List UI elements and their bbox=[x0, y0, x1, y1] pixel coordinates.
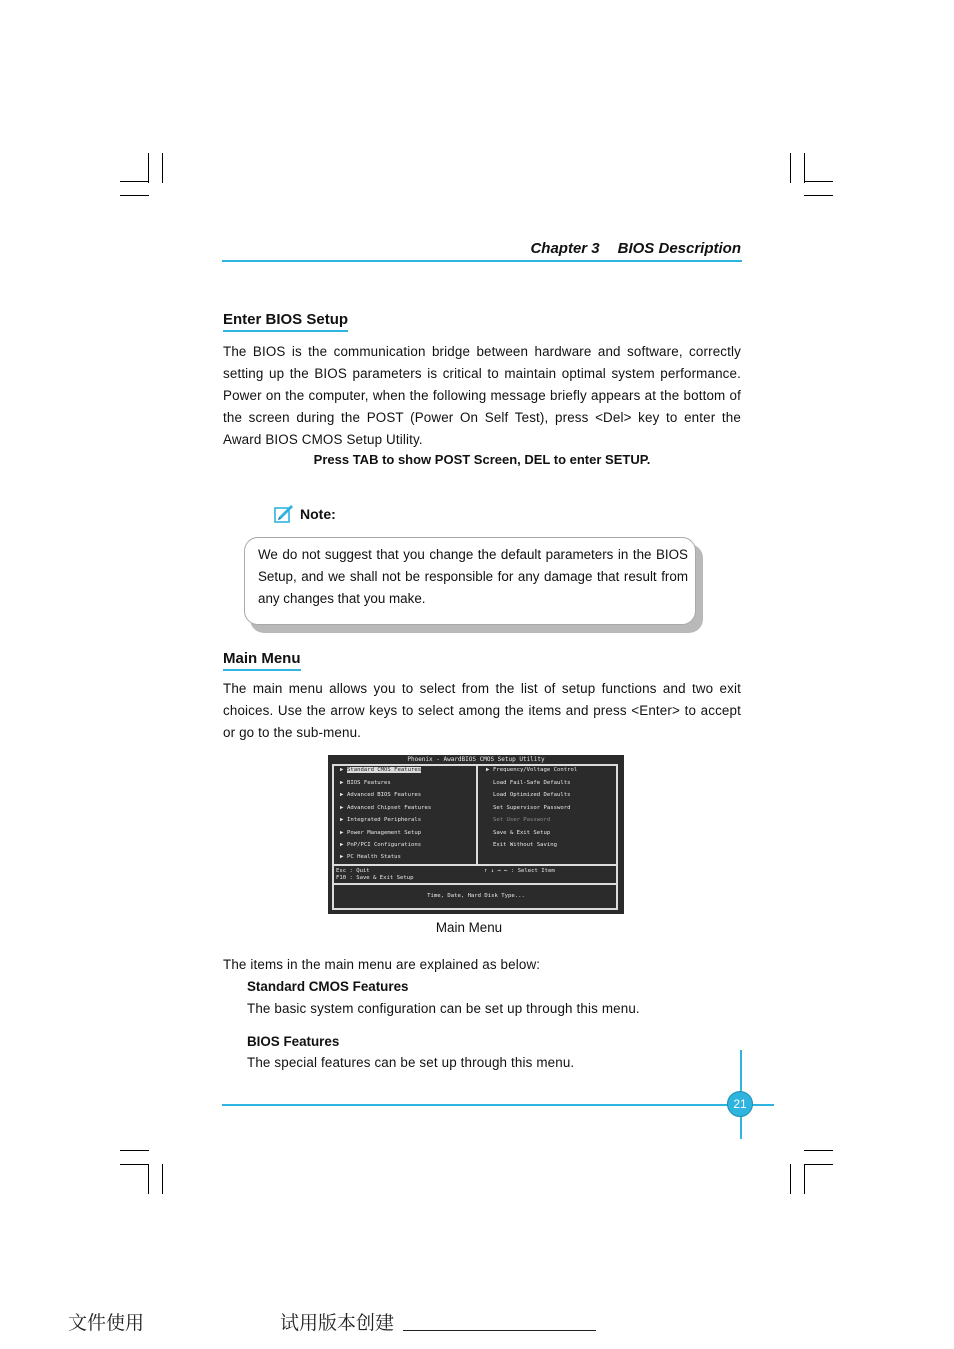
crop-mark bbox=[804, 195, 833, 196]
bios-key-hint: Esc : Quit bbox=[336, 868, 370, 874]
page-header bbox=[223, 240, 741, 257]
bios-key-hint: ↑ ↓ → ← : Select Item bbox=[484, 868, 555, 874]
section-title-enter-bios: Enter BIOS Setup bbox=[223, 311, 348, 332]
crop-mark bbox=[804, 1164, 805, 1194]
crop-mark bbox=[120, 195, 149, 196]
page-number: 21 bbox=[727, 1091, 753, 1117]
bios-menu-item: ▶ Standard CMOS Features bbox=[340, 767, 422, 773]
bios-status-line: Time, Date, Hard Disk Type... bbox=[427, 893, 525, 899]
crop-mark bbox=[804, 181, 833, 182]
bios-divider bbox=[332, 883, 618, 885]
crop-mark bbox=[162, 1164, 163, 1194]
bios-arrow-icon: ▶ bbox=[340, 830, 344, 836]
note-label: Note: bbox=[300, 506, 336, 522]
bios-arrow-icon: ▶ bbox=[340, 854, 344, 860]
bios-menu-item: ▶ Frequency/Voltage Control bbox=[486, 767, 578, 773]
items-intro: The items in the main menu are explained as below: bbox=[223, 957, 541, 972]
crop-mark bbox=[804, 153, 805, 183]
chapter-label: Chapter 3 bbox=[530, 240, 600, 257]
figure-caption: Main Menu bbox=[435, 920, 503, 935]
item-title: BIOS Features bbox=[247, 1034, 340, 1049]
header-rule bbox=[222, 260, 742, 262]
bios-menu-item: Set User Password bbox=[493, 817, 551, 823]
bios-arrow-icon: ▶ bbox=[340, 780, 344, 786]
crop-mark bbox=[120, 1164, 149, 1165]
crop-mark bbox=[790, 1164, 791, 1194]
bios-arrow-icon: ▶ bbox=[486, 767, 490, 773]
main-menu-paragraph: The main menu allows you to select from the list of setup functions and two exit choices. Use the arrow keys to select among the items and press <Enter> to accept or go to the sub-menu. bbox=[223, 681, 741, 740]
crop-mark bbox=[120, 1150, 149, 1151]
bios-arrow-icon: ▶ bbox=[340, 817, 344, 823]
bios-menu-item: ▶ Integrated Peripherals bbox=[340, 817, 422, 823]
bios-divider bbox=[476, 764, 478, 866]
bios-menu-item: Exit Without Saving bbox=[493, 842, 557, 848]
crop-mark bbox=[162, 153, 163, 183]
footer-right-text: 试用版本创建 bbox=[280, 1312, 395, 1334]
bios-menu-item: Set Supervisor Password bbox=[493, 805, 571, 811]
footer-underline bbox=[403, 1330, 596, 1331]
bios-arrow-icon: ▶ bbox=[340, 842, 344, 848]
note-pencil-icon bbox=[274, 503, 294, 523]
chapter-title: BIOS Description bbox=[617, 240, 741, 257]
bios-main-menu-screenshot bbox=[328, 755, 624, 914]
footer-rule bbox=[222, 1104, 774, 1106]
bios-menu-item: ▶ PC Health Status bbox=[340, 854, 401, 860]
bios-menu-item: Save & Exit Setup bbox=[493, 830, 551, 836]
bios-menu-item: ▶ BIOS Features bbox=[340, 780, 391, 786]
bios-menu-item: ▶ Advanced Chipset Features bbox=[340, 805, 432, 811]
bios-title: Phoenix - AwardBIOS CMOS Setup Utility bbox=[407, 756, 545, 763]
note-text: We do not suggest that you change the default parameters in the BIOS Setup, and we shall not be responsible for any damage that result from any changes that you make. bbox=[258, 547, 688, 606]
crop-mark bbox=[148, 1164, 149, 1194]
crop-mark bbox=[804, 1164, 833, 1165]
crop-mark bbox=[120, 181, 149, 182]
bios-arrow-icon: ▶ bbox=[340, 792, 344, 798]
post-prompt: Press TAB to show POST Screen, DEL to enter SETUP. bbox=[313, 452, 651, 467]
page-number-line bbox=[740, 1050, 742, 1091]
bios-arrow-icon: ▶ bbox=[340, 767, 344, 773]
bios-arrow-icon: ▶ bbox=[340, 805, 344, 811]
bios-menu-item: ▶ Power Management Setup bbox=[340, 830, 422, 836]
footer-left-text: 文件使用 bbox=[68, 1312, 145, 1334]
page-number-line bbox=[740, 1117, 742, 1139]
bios-menu-item: Load Optimized Defaults bbox=[493, 792, 571, 798]
item-title: Standard CMOS Features bbox=[247, 979, 409, 994]
section-title-main-menu: Main Menu bbox=[223, 650, 301, 671]
bios-menu-item: ▶ PnP/PCI Configurations bbox=[340, 842, 422, 848]
bios-divider bbox=[332, 864, 618, 866]
enter-bios-paragraph: The BIOS is the communication bridge between hardware and software, correctly setting up the BIOS parameters is critical to maintain optimal system performance. Power on the computer, when the following message briefly appears at the bottom of the screen during the POST (Power On Self Test), press <Del> key to enter the Award BIOS CMOS Setup Utility. bbox=[223, 344, 741, 447]
crop-mark bbox=[804, 1150, 833, 1151]
crop-mark bbox=[790, 153, 791, 183]
bios-menu-item: ▶ Advanced BIOS Features bbox=[340, 792, 422, 798]
item-text: The special features can be set up through this menu. bbox=[247, 1055, 575, 1070]
bios-menu-item: Load Fail-Safe Defaults bbox=[493, 780, 571, 786]
bios-key-hint: F10 : Save & Exit Setup bbox=[336, 875, 414, 881]
item-text: The basic system configuration can be set up through this menu. bbox=[247, 1001, 640, 1016]
crop-mark bbox=[148, 153, 149, 183]
